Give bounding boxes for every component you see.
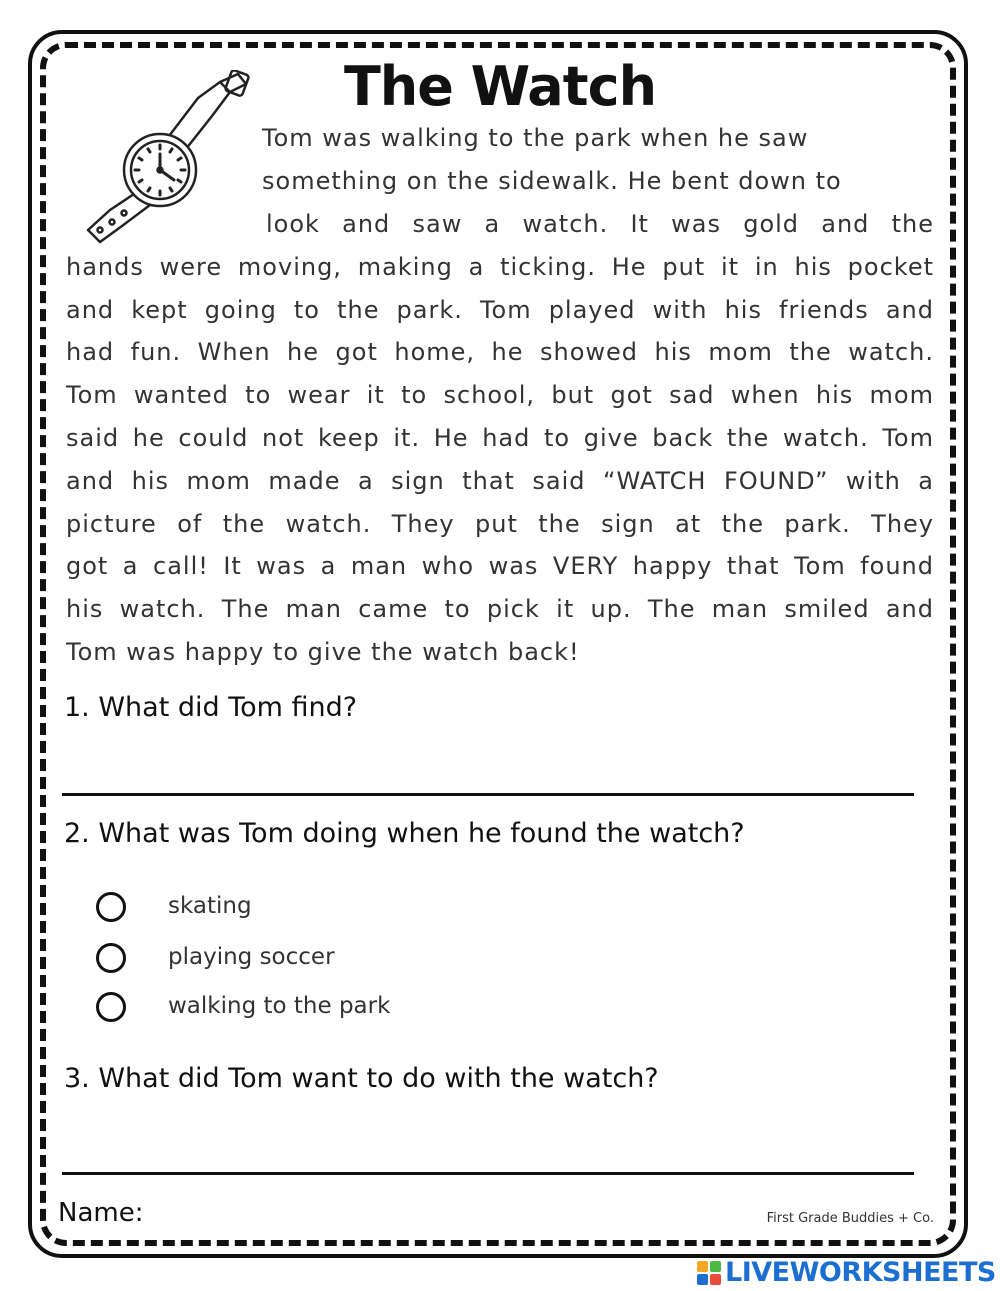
liveworksheets-badge-icon xyxy=(697,1261,721,1285)
story-line: picture of the watch. They put the sign at the park. They xyxy=(66,510,934,538)
story-line: Tom wanted to wear it to school, but got sad when his mom xyxy=(66,381,934,409)
story-line: hands were moving, making a ticking. He put it in his pocket xyxy=(66,253,934,281)
story-line: Tom was walking to the park when he saw xyxy=(262,124,809,152)
question-2: 2. What was Tom doing when he found the watch? xyxy=(64,818,745,849)
option-label: playing soccer xyxy=(168,944,335,970)
watch-illustration xyxy=(70,70,260,250)
story-line: got a call! It was a man who was VERY happy that Tom found xyxy=(66,552,934,580)
story-line: something on the sidewalk. He bent down to xyxy=(262,167,842,195)
option-label: walking to the park xyxy=(168,993,391,1019)
story-line: look and saw a watch. It was gold and the xyxy=(266,210,934,238)
story-line: Tom was happy to give the watch back! xyxy=(66,638,580,666)
story-line: said he could not keep it. He had to give back the watch. Tom xyxy=(66,424,934,452)
worksheet-title: The Watch xyxy=(343,55,657,118)
answer-line-1[interactable] xyxy=(62,793,914,796)
story-line: and his mom made a sign that said “WATCH FOUND” with a xyxy=(66,467,934,495)
question-3: 3. What did Tom want to do with the watch? xyxy=(64,1063,659,1094)
radio-button[interactable] xyxy=(96,892,126,922)
credit-text: First Grade Buddies + Co. xyxy=(766,1211,934,1226)
radio-button[interactable] xyxy=(96,943,126,973)
story-line: his watch. The man came to pick it up. The man smiled and xyxy=(66,595,934,623)
name-label: Name: xyxy=(58,1198,144,1228)
question-1: 1. What did Tom find? xyxy=(64,692,358,723)
answer-line-3[interactable] xyxy=(62,1172,914,1175)
story-line: and kept going to the park. Tom played with his friends and xyxy=(66,296,934,324)
radio-button[interactable] xyxy=(96,992,126,1022)
option-label: skating xyxy=(168,893,252,919)
story-line: had fun. When he got home, he showed his mom the watch. xyxy=(66,338,934,366)
liveworksheets-wordmark: LIVEWORKSHEETS xyxy=(725,1257,996,1288)
